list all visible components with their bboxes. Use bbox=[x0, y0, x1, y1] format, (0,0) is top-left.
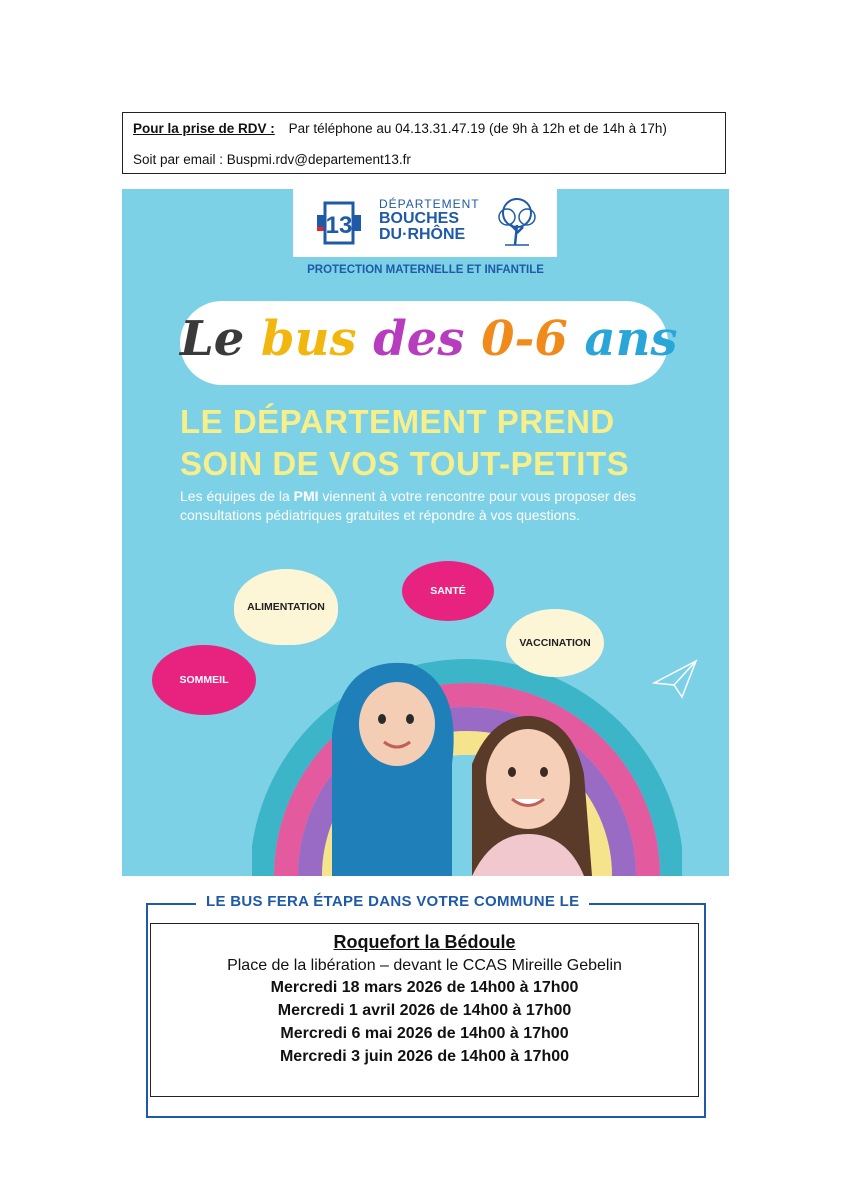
logo-department-label: DÉPARTEMENT bbox=[379, 197, 480, 211]
schedule-heading: LE BUS FERA ÉTAPE DANS VOTRE COMMUNE LE bbox=[196, 893, 589, 910]
town-name: Roquefort la Bédoule bbox=[333, 932, 516, 952]
schedule-box bbox=[150, 923, 699, 1097]
logo-department-name bbox=[379, 211, 465, 243]
poster bbox=[122, 189, 729, 876]
intro-pmi: PMI bbox=[293, 488, 319, 504]
schedule-date: Mercredi 18 mars 2026 de 14h00 à 17h00 bbox=[270, 979, 579, 996]
appointment-email: Soit par email : Buspmi.rdv@departement13.fr bbox=[133, 152, 411, 167]
appointment-phone: Par téléphone au 04.13.31.47.19 (de 9h à 12h et de 14h à 17h) bbox=[288, 121, 667, 136]
bus-title-word: des bbox=[373, 311, 465, 367]
schedule-date: Mercredi 3 juin 2026 de 14h00 à 17h00 bbox=[279, 1048, 570, 1065]
headline-line2: SOIN DE VOS TOUT-PETITS bbox=[180, 445, 630, 482]
logo-name-line1: BOUCHES bbox=[379, 210, 460, 227]
bus-title-word: 0-6 bbox=[481, 311, 568, 367]
bus-title-word: bus bbox=[261, 311, 357, 367]
cloud-sommeil: SOMMEIL bbox=[152, 645, 256, 715]
olive-tree-icon bbox=[489, 195, 545, 251]
poster-headline bbox=[180, 401, 629, 485]
bus-title-word: ans bbox=[584, 311, 678, 367]
bus-title-banner bbox=[180, 301, 678, 385]
headline-line1: LE DÉPARTEMENT PREND bbox=[180, 403, 615, 440]
department-logo bbox=[293, 189, 557, 257]
appointment-info-box bbox=[122, 112, 726, 174]
schedule-date: Mercredi 6 mai 2026 de 14h00 à 17h00 bbox=[280, 1025, 569, 1042]
children-photo bbox=[322, 644, 622, 876]
appointment-label: Pour la prise de RDV : bbox=[133, 121, 275, 136]
bus-location: Place de la libération – devant le CCAS Mireille Gebelin bbox=[227, 957, 622, 974]
logo-name-line2: DU·RHÔNE bbox=[379, 226, 466, 243]
cloud-vaccination: VACCINATION bbox=[506, 609, 604, 677]
intro-text: Les équipes de la bbox=[180, 488, 294, 504]
pmi-subtitle: PROTECTION MATERNELLE ET INFANTILE bbox=[307, 264, 544, 276]
intro-text-end: viennent à votre rencontre pour vous proposer des consultations pédiatriques gratuites et répondre à vos questions. bbox=[180, 488, 637, 523]
cloud-sante: SANTÉ bbox=[402, 561, 494, 621]
bus-title bbox=[180, 311, 678, 367]
department-13-emblem-icon bbox=[317, 201, 361, 245]
schedule-date: Mercredi 1 avril 2026 de 14h00 à 17h00 bbox=[277, 1002, 572, 1019]
department-number: 13 bbox=[325, 212, 353, 239]
appointment-phone-line bbox=[133, 121, 667, 136]
paper-plane-icon bbox=[652, 659, 698, 699]
bus-title-word: Le bbox=[180, 311, 245, 367]
poster-intro bbox=[180, 487, 680, 525]
cloud-alimentation: ALIMENTATION bbox=[234, 569, 338, 645]
